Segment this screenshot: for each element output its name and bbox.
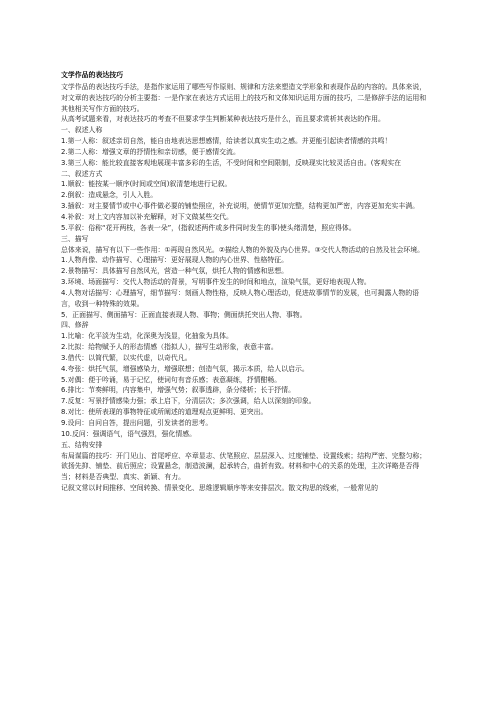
paragraph-structure: 布局谋篇的技巧：开门见山、首尾呼应、卒章显志、伏笔照应、层层深入、过度铺垫、设置线索；结构严密、完整匀称；欲扬先抑、铺垫、前后照应；设置悬念，制造波澜，起承转合，曲折有致。材料和中心的关系的处理，主次详略是否得当；材料是否典型、真实、新颖、有力。 [61,451,427,482]
document-title: 文学作品的表达技巧 [61,71,124,79]
list-item: 10.反问：强调语气，语气强烈，强化情感。 [61,429,196,438]
paragraph-intro: 文学作品的表达技巧手法，是指作家运用了哪些写作原则、规律和方法来塑造文学形象和表现作品的内容的。具体来说，对文章的表达技巧的分析主要指：一是作家在表达方式运用上的技巧和文体知识运用方面的技巧，二是修辞手法的运用和其他相关写作方面的技巧。 [61,82,427,113]
list-item: 5．正面描写、侧面描写：正面直接表现人物、事物；侧面烘托突出人物、事物。 [61,310,307,319]
section-heading-narration: 二、叙述方式 [61,169,103,178]
list-item: 1.顺叙：能按某一顺序(时间或空间)叙清楚地进行记叙。 [61,180,232,189]
section-heading-rhetoric: 四、修辞 [61,321,89,330]
list-item: 2.比拟：给物赋予人的形态情感（指拟人），描写生动形象，表意丰富。 [61,343,278,352]
list-item: 3.环境、场面描写：交代人物活动的背景，写明事件发生的时间和地点，渲染气氛，更好地表现人物。 [61,278,371,287]
list-item: 4.补叙：对上文内容加以补充解释，对下文做某些交代。 [61,212,233,221]
list-item: 3.第三人称：能比较直接客观地展现丰富多彩的生活，不受时间和空间限制，反映现实比较灵活自由。(客观实在 [61,158,402,167]
list-item: 3.借代：以简代繁，以实代虚，以奇代凡。 [61,353,192,362]
document-page [61,70,431,494]
list-item: 1.第一人称：叙述亲切自然，能自由地表达思想感情，给读者以真实生动之感。并更能引起读者情感的共鸣！ [61,137,392,146]
section-heading-description: 三、描写 [61,234,89,243]
section-heading-structure: 五、结构安排 [61,440,103,449]
paragraph-exam: 从高考试题来看，对表达技巧的考查不但要求学生判断某种表达技巧是什么，而且要求赏析其表达的作用。 [61,115,385,124]
list-item: 4.人物对话描写：心理描写，细节描写：刻画人物性格，反映人物心理活动，促进故事情节的发展，也可揭露人物的语言，收到一种特殊的效果。 [61,288,419,308]
list-item: 2.景物描写：具体描写自然风光，营造一种气氛，烘托人物的情感和思想。 [61,267,289,276]
list-item: 9.设问：自问自答，提出问题，引发读者的思考。 [61,419,213,427]
list-item: 6.排比：节奏鲜明，内容集中，增强气势；叙事透辟，条分缕析；长于抒情。 [61,386,295,395]
list-item: 8.对比：使所表现的事物特征或所阐述的道理观点更鲜明、更突出。 [61,408,268,417]
list-item: 4.夸张：烘托气氛，增强感染力，增强联想；创造气氛，揭示本质，给人以启示。 [61,364,309,373]
list-item: 5.平叙：俗称“花开两枝，各表一朵”，(指叙述两件或多件同时发生的事)使头绪清楚，照应得体。 [61,223,356,232]
paragraph-narrative-order: 记叙文常以时间推移、空间转换、情景变化、思维逻辑顺序等来安排层次。散文构思的线索，一般常见的 [61,484,378,493]
list-item: 7.反复：写景抒情感染力强；承上启下，分清层次；多次强调，给人以深刻的印象。 [61,397,316,406]
section-heading-person: 一、叙述人称 [61,126,103,135]
list-item: 1.人物肖像、动作描写、心理描写：更好展现人物的内心世界、性格特征。 [61,256,289,265]
list-item: 1.比喻：化平淡为生动，化深奥为浅显，化抽象为具体。 [61,332,233,341]
list-item: 2.倒叙：造成悬念，引人入胜。 [61,191,158,200]
list-item: 3.插叙：对主要情节或中心事件做必要的铺垫照应，补充说明，使情节更加完整，结构更加严密，内容更加充实丰满。 [61,202,419,211]
paragraph-description-summary: 总体来说，描写有以下一些作用：①再现自然风光。②描绘人物的外貌及内心世界。③交代人物活动的自然及社会环境。 [61,245,425,254]
list-item: 2.第二人称：增强文章的抒情性和亲切感，便于感情交流。 [61,147,240,156]
list-item: 5.对偶：便于吟诵，易于记忆，使词句有音乐感；表意凝练，抒情酣畅。 [61,375,282,384]
